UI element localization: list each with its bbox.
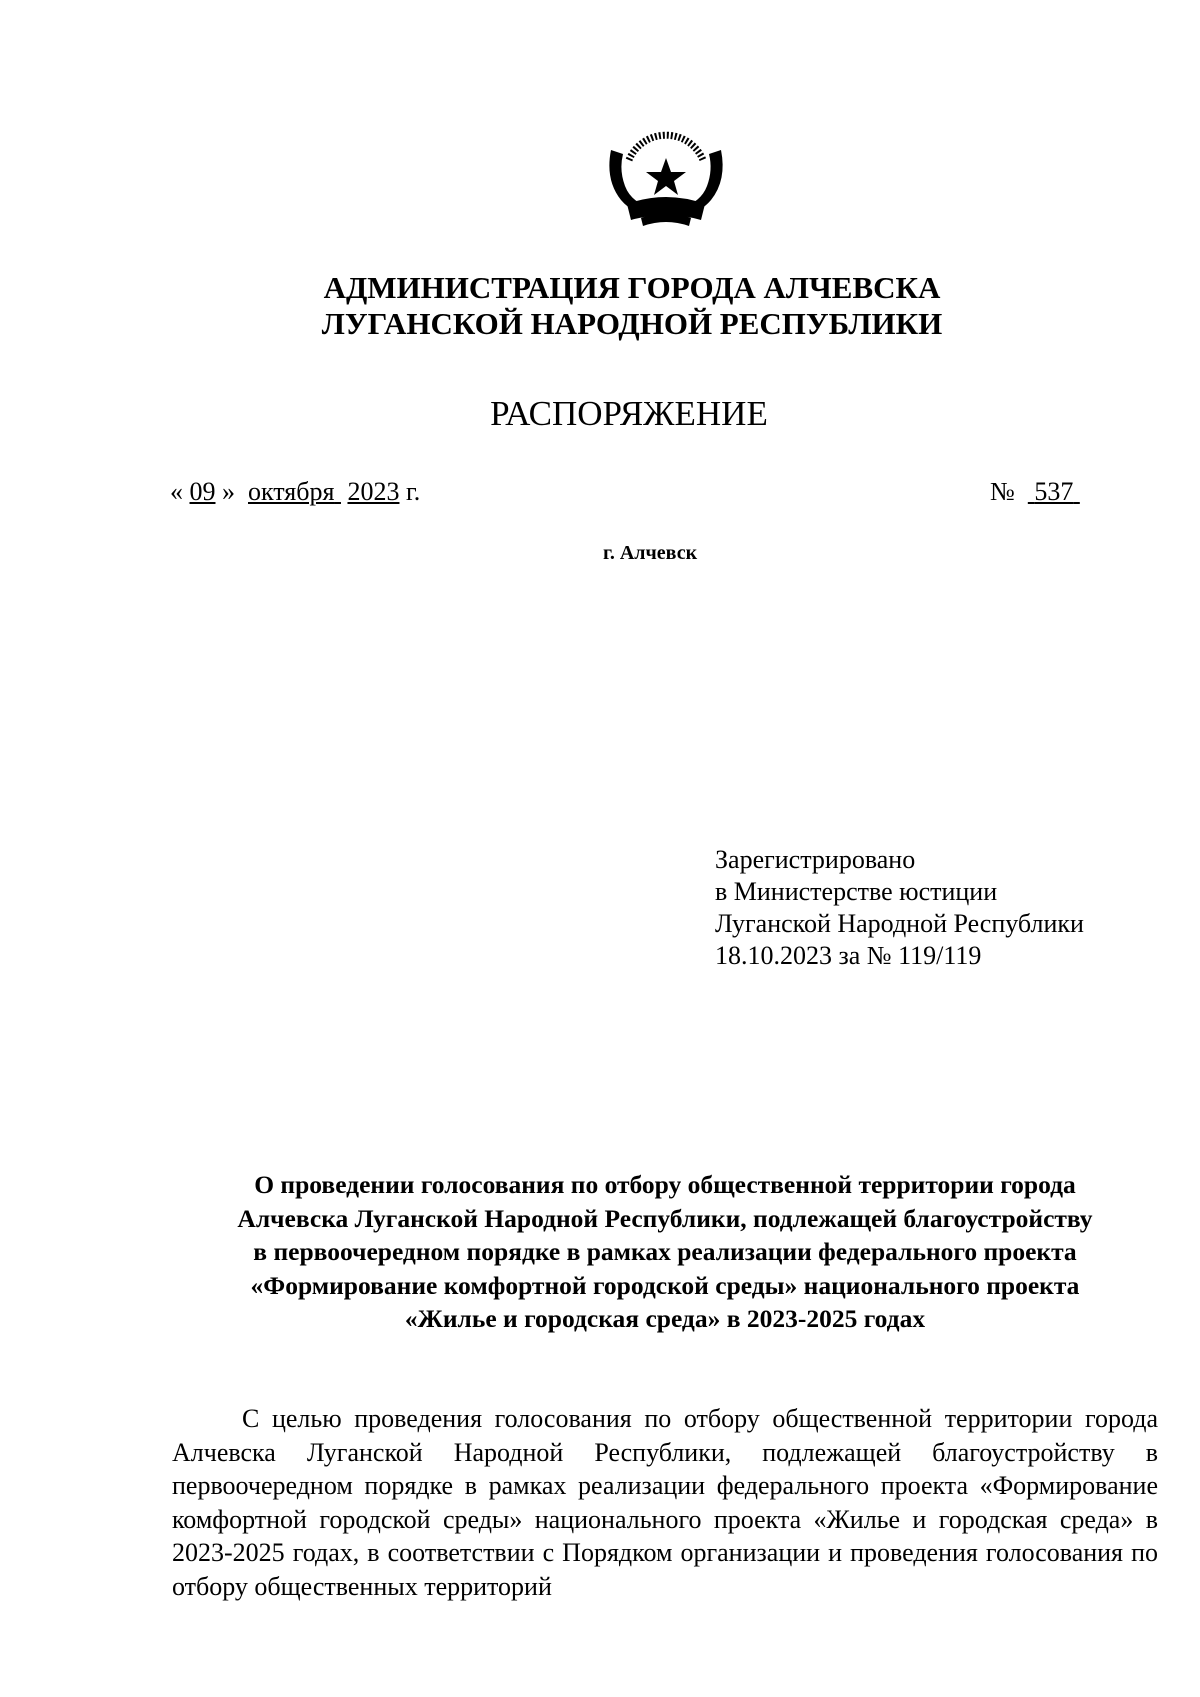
title-line: О проведении голосования по отбору общественной территории города [254, 1170, 1076, 1199]
registration-line: Луганской Народной Республики [715, 909, 1084, 938]
coat-of-arms-emblem [601, 120, 731, 230]
registration-stamp [715, 844, 1084, 972]
organization-name [0, 270, 1200, 342]
document-number [990, 477, 1080, 507]
date-day: 09 [189, 477, 216, 506]
title-line: Алчевска Луганской Народной Республики, подлежащей благоустройству [237, 1203, 1093, 1233]
city-name: г. Алчевск [603, 542, 698, 564]
organization-line-1: АДМИНИСТРАЦИЯ ГОРОДА АЛЧЕВСКА [323, 270, 941, 305]
registration-line: Зарегистрировано [715, 845, 916, 874]
quote-open: « [170, 477, 183, 506]
number-label: № [990, 477, 1015, 506]
title-line: в первоочередном порядке в рамках реализации федерального проекта [253, 1237, 1077, 1266]
document-title [170, 1168, 1160, 1336]
date-month: октября [248, 477, 335, 506]
quote-close: » [222, 477, 235, 506]
title-line: «Формирование комфортной городской среды» национального проекта [250, 1270, 1080, 1300]
registration-line: 18.10.2023 за № 119/119 [715, 941, 982, 970]
body-paragraph: С целью проведения голосования по отбору общественной территории города Алчевска Луганской Народной Республики, подлежащей благоустройству в первоочередном порядке в рамках реализации федерального проекта «Формирование комфортной городской среды» национального проекта «Жилье и городская среда» в 2023-2025 годах, в соответствии с Порядком организации и проведения голосования по отбору общественных территорий [172, 1404, 1158, 1601]
year-suffix: г. [405, 477, 421, 506]
organization-line-2: ЛУГАНСКОЙ НАРОДНОЙ РЕСПУБЛИКИ [321, 306, 943, 341]
date-year: 2023 [347, 477, 400, 506]
registration-line: в Министерстве юстиции [715, 877, 998, 906]
document-type: РАСПОРЯЖЕНИЕ [490, 394, 768, 433]
document-date [170, 477, 420, 507]
number-value: 537 [1034, 477, 1074, 506]
title-line: «Жилье и городская среда» в 2023-2025 годах [404, 1304, 926, 1333]
